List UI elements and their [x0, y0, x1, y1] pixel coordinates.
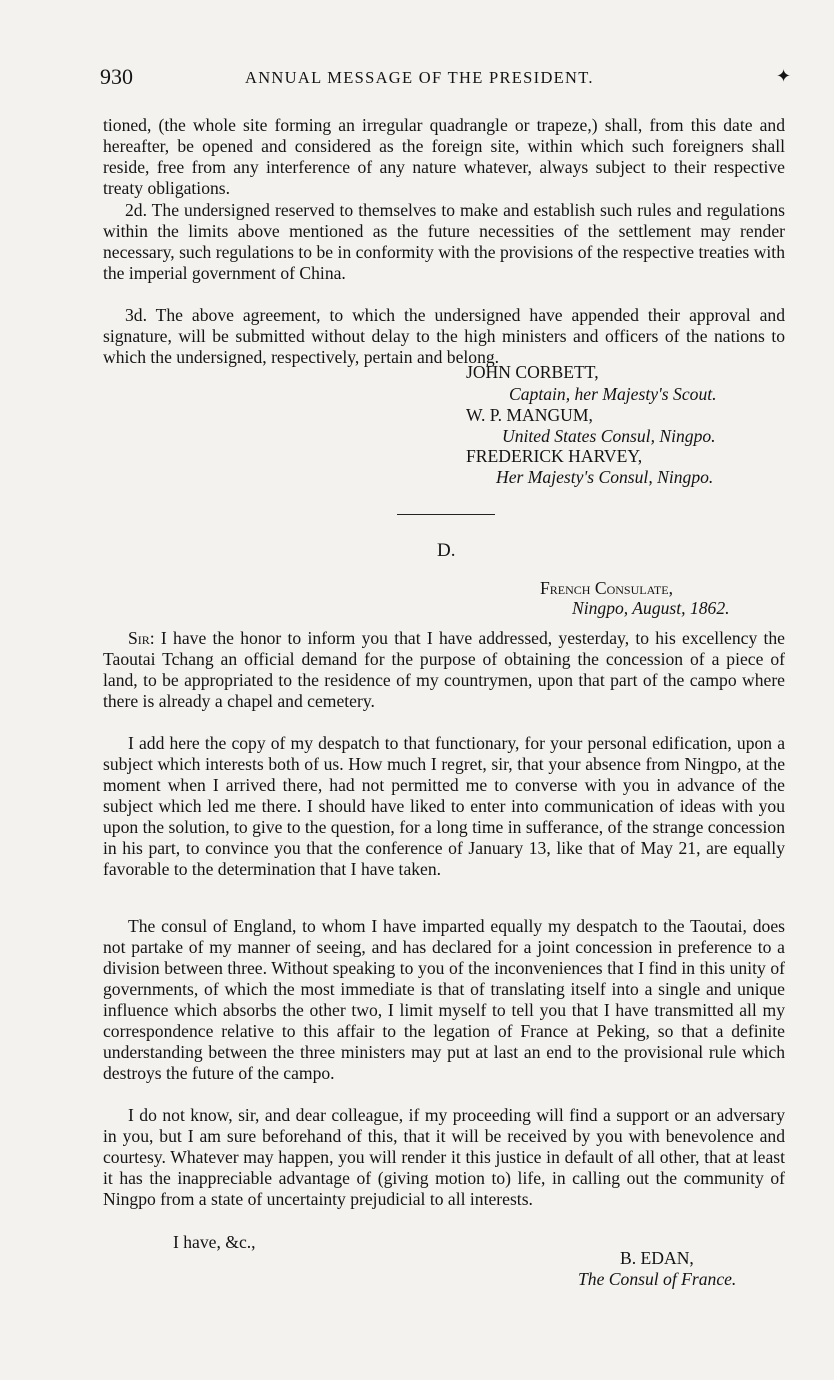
- section-letter: D.: [437, 540, 456, 561]
- signatory-3-name: FREDERICK HARVEY,: [466, 446, 643, 466]
- page-number: 930: [100, 64, 133, 89]
- signatory-2-title: United States Consul, Ningpo.: [502, 426, 716, 446]
- pencil-mark-icon: ✦: [776, 66, 792, 86]
- salutation: Sir:: [128, 628, 155, 648]
- signatory-1-title: Captain, her Majesty's Scout.: [509, 384, 717, 404]
- signatory-3-title: Her Majesty's Consul, Ningpo.: [496, 467, 714, 487]
- letter-date: Ningpo, August, 1862.: [572, 598, 730, 618]
- letter-paragraph-4: I do not know, sir, and dear colleague, if my proceeding will find a support or an adversary in you, but I am sure beforehand of this, that it will be received by you with benevolence and courtesy. Whatever may happen, you will render it this justice in default of all other, that at least it has the inappreciable advantage of (giving motion to) life, in calling out the community of Ningpo from a state of uncertainty prejudicial to all interests.: [103, 1105, 785, 1209]
- signatory-1-name: JOHN CORBETT,: [466, 362, 599, 382]
- paragraph-continuation: tioned, (the whole site forming an irregular quadrangle or trapeze,) shall, from this date and hereafter, be opened and considered as the foreign site, within which such foreigners shall reside, free from any interference of any nature whatever, always subject to their respective treaty obligations.: [103, 115, 785, 198]
- consulate-heading: French Consulate,: [540, 578, 673, 598]
- paragraph-3d: 3d. The above agreement, to which the undersigned have appended their approval and signature, will be submitted without delay to the high ministers and officers of the nations to which the undersigned, respectively, pertain and belong.: [103, 305, 785, 367]
- paragraph-2d: 2d. The undersigned reserved to themselves to make and establish such rules and regulations within the limits above mentioned as the future necessities of the settlement may render necessary, such regulations to be in conformity with the provisions of the respective treaties with the imperial government of China.: [103, 200, 785, 283]
- letter-paragraph-1-body: I have the honor to inform you that I have addressed, yesterday, to his excellency the Taoutai Tchang an official demand for the purpose of obtaining the concession of a piece of land, to be appropriated to the residence of my countrymen, upon that part of the campo where there is already a chapel and cemetery.: [103, 628, 785, 711]
- letter-paragraph-3: The consul of England, to whom I have imparted equally my despatch to the Taoutai, does not partake of my manner of seeing, and has declared for a joint concession in preference to a division between three. Without speaking to you of the inconveniences that I find in this unity of governments, of which the most immediate is that of translating itself into a single and unique influence which absorbs the other two, I limit myself to tell you that I have transmitted all my correspondence relative to this affair to the legation of France at Peking, so that a definite understanding between the three ministers may put at last an end to the provisional rule which destroys the future of the campo.: [103, 916, 785, 1083]
- running-title: ANNUAL MESSAGE OF THE PRESIDENT.: [245, 68, 594, 87]
- letter-closing: I have, &c.,: [173, 1232, 256, 1252]
- letter-paragraph-2: I add here the copy of my despatch to that functionary, for your personal edification, upon a subject which interests both of us. How much I regret, sir, that your absence from Ningpo, at the moment when I arrived there, had not permitted me to converse with you in advance of the subject which led me there. I should have liked to enter into communication of ideas with you upon the solution, to give to the question, for a long time in sufferance, of the strange concession in his part, to convince you that the conference of January 13, like that of May 21, are equally favorable to the determination that I have taken.: [103, 733, 785, 879]
- signer-name: B. EDAN,: [620, 1248, 694, 1268]
- page-header: [100, 64, 790, 94]
- section-divider: [397, 514, 495, 515]
- signatory-2-name: W. P. MANGUM,: [466, 405, 593, 425]
- signer-title: The Consul of France.: [578, 1269, 737, 1289]
- letter-paragraph-1: [103, 628, 785, 712]
